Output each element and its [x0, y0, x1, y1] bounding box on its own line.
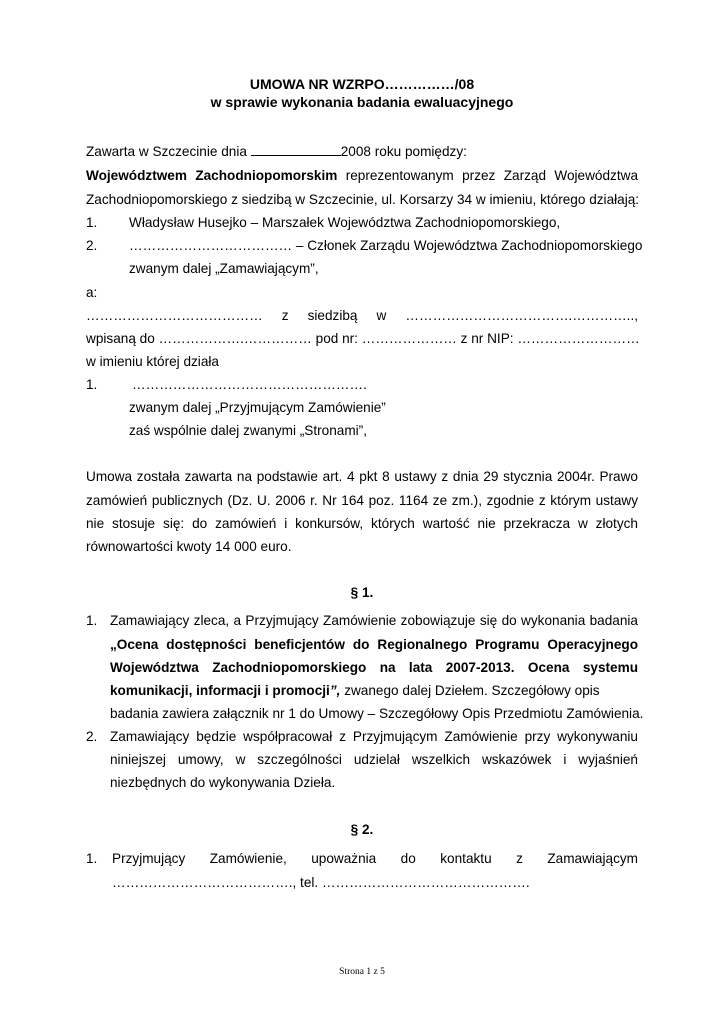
- s2-p1-number: 1.: [86, 851, 98, 866]
- parties-alias: zaś wspólnie dalej zwanymi „Stronami”,: [129, 423, 367, 438]
- study-title-end: komunikacji, informacji i promocji: [110, 683, 330, 698]
- study-title-quote: ”,: [329, 683, 341, 698]
- and-label: a:: [86, 285, 98, 300]
- basis-line-2: zamówień publicznych (Dz. U. 2006 r. Nr 164 poz. 1164 ze zm.), zgodnie z którym ustawy: [86, 493, 638, 508]
- s1-p2-line-3: niezbędnych do wykonywania Dzieła.: [110, 775, 336, 790]
- s1-p1-number: 1.: [86, 613, 98, 628]
- s1-p2-line-1: Zamawiający będzie współpracował z Przyjmującym Zamówienie przy wykonywaniu: [110, 729, 638, 744]
- s1-p1-line-5: badania zawiera załącznik nr 1 do Umowy – Szczegółowy Opis Przedmiotu Zamówienia.: [110, 706, 644, 721]
- party2-registration-line: wpisaną do ……………….…………… pod nr: ………………… z nr NIP: ………………………: [86, 331, 640, 346]
- s1-p1-line-4-rest: zwanego dalej Dziełem. Szczegółowy opis: [344, 683, 600, 698]
- s1-p2-number: 2.: [86, 729, 98, 744]
- s1-p1-line-3: Województwa Zachodniopomorskiego na lata 2007-2013. Ocena systemu: [110, 660, 638, 675]
- document-subtitle: w sprawie wykonania badania ewaluacyjnego: [210, 94, 514, 110]
- basis-line-1: Umowa została zawarta na podstawie art. 4 pkt 8 ustawy z dnia 29 stycznia 2004r. Prawo: [86, 469, 638, 484]
- word-w: w: [376, 308, 387, 323]
- s2-p1-line-1: Przyjmujący Zamówienie, upoważnia do kontaktu z Zamawiającym: [112, 851, 638, 866]
- word-siedziba: siedzibą: [307, 308, 358, 323]
- s2-p1-line-2: …………………………………., tel. ……………………………………….: [112, 875, 530, 890]
- party2-seat-blank: ……………………………….…………..,: [405, 308, 639, 323]
- section-2-heading: § 2.: [350, 822, 374, 837]
- word-z: z: [281, 308, 289, 323]
- rep-item-2-text: ……………………………… – Członek Zarządu Województwa Zachodniopomorskiego: [129, 238, 643, 253]
- date-blank: [251, 144, 341, 156]
- party2-seat-line: [86, 308, 638, 323]
- basis-line-4: równowartości kwoty 14 000 euro.: [86, 539, 292, 554]
- party1-represented: reprezentowanym przez Zarząd Województwa: [345, 168, 638, 183]
- section-1-heading: § 1.: [350, 585, 374, 600]
- party1-name: Województwem Zachodniopomorskim: [86, 168, 338, 183]
- basis-line-3: nie stosuje się: do zamówień i konkursów, których wartość nie przekracza w złotych: [86, 516, 638, 531]
- date-suffix: 2008 roku pomiędzy:: [340, 144, 467, 159]
- rep-item-1-text: Władysław Husejko – Marszałek Województwa Zachodniopomorskiego,: [129, 215, 561, 230]
- rep-item-1-number: 1.: [86, 215, 98, 230]
- rep-item-2-number: 2.: [86, 238, 98, 253]
- party2-name-blank: …………………………………: [86, 308, 263, 323]
- rep-item-3-number: 1.: [86, 377, 98, 392]
- party1-address: Zachodniopomorskiego z siedzibą w Szczecinie, ul. Korsarzy 34 w imieniu, którego działają:: [86, 192, 640, 207]
- page-number: Strona 1 z 5: [339, 967, 385, 977]
- contractor-alias: zwanym dalej „Przyjmującym Zamówienie”: [129, 400, 386, 415]
- contract-date-line: [86, 144, 467, 159]
- s1-p1-line-1: Zamawiający zleca, a Przyjmujący Zamówienie zobowiązuje się do wykonania badania: [110, 613, 638, 628]
- date-prefix: Zawarta w Szczecinie dnia: [86, 144, 247, 159]
- rep-item-3-text: …………………………………………….: [132, 377, 367, 392]
- s1-p1-line-2: „Ocena dostępności beneficjentów do Regionalnego Programu Operacyjnego: [110, 637, 638, 652]
- s1-p1-line-4: [110, 683, 600, 698]
- ordering-party-alias: zwanym dalej „Zamawiającym”,: [129, 261, 319, 276]
- party2-representation-line: w imieniu której działa: [86, 354, 219, 369]
- document-title: UMOWA NR WZRPO……………/08: [249, 76, 475, 92]
- s1-p2-line-2: niniejszej umowy, w szczególności udzielał wszelkich wskazówek i wyjaśnień: [110, 752, 638, 767]
- party1-line: [86, 168, 638, 183]
